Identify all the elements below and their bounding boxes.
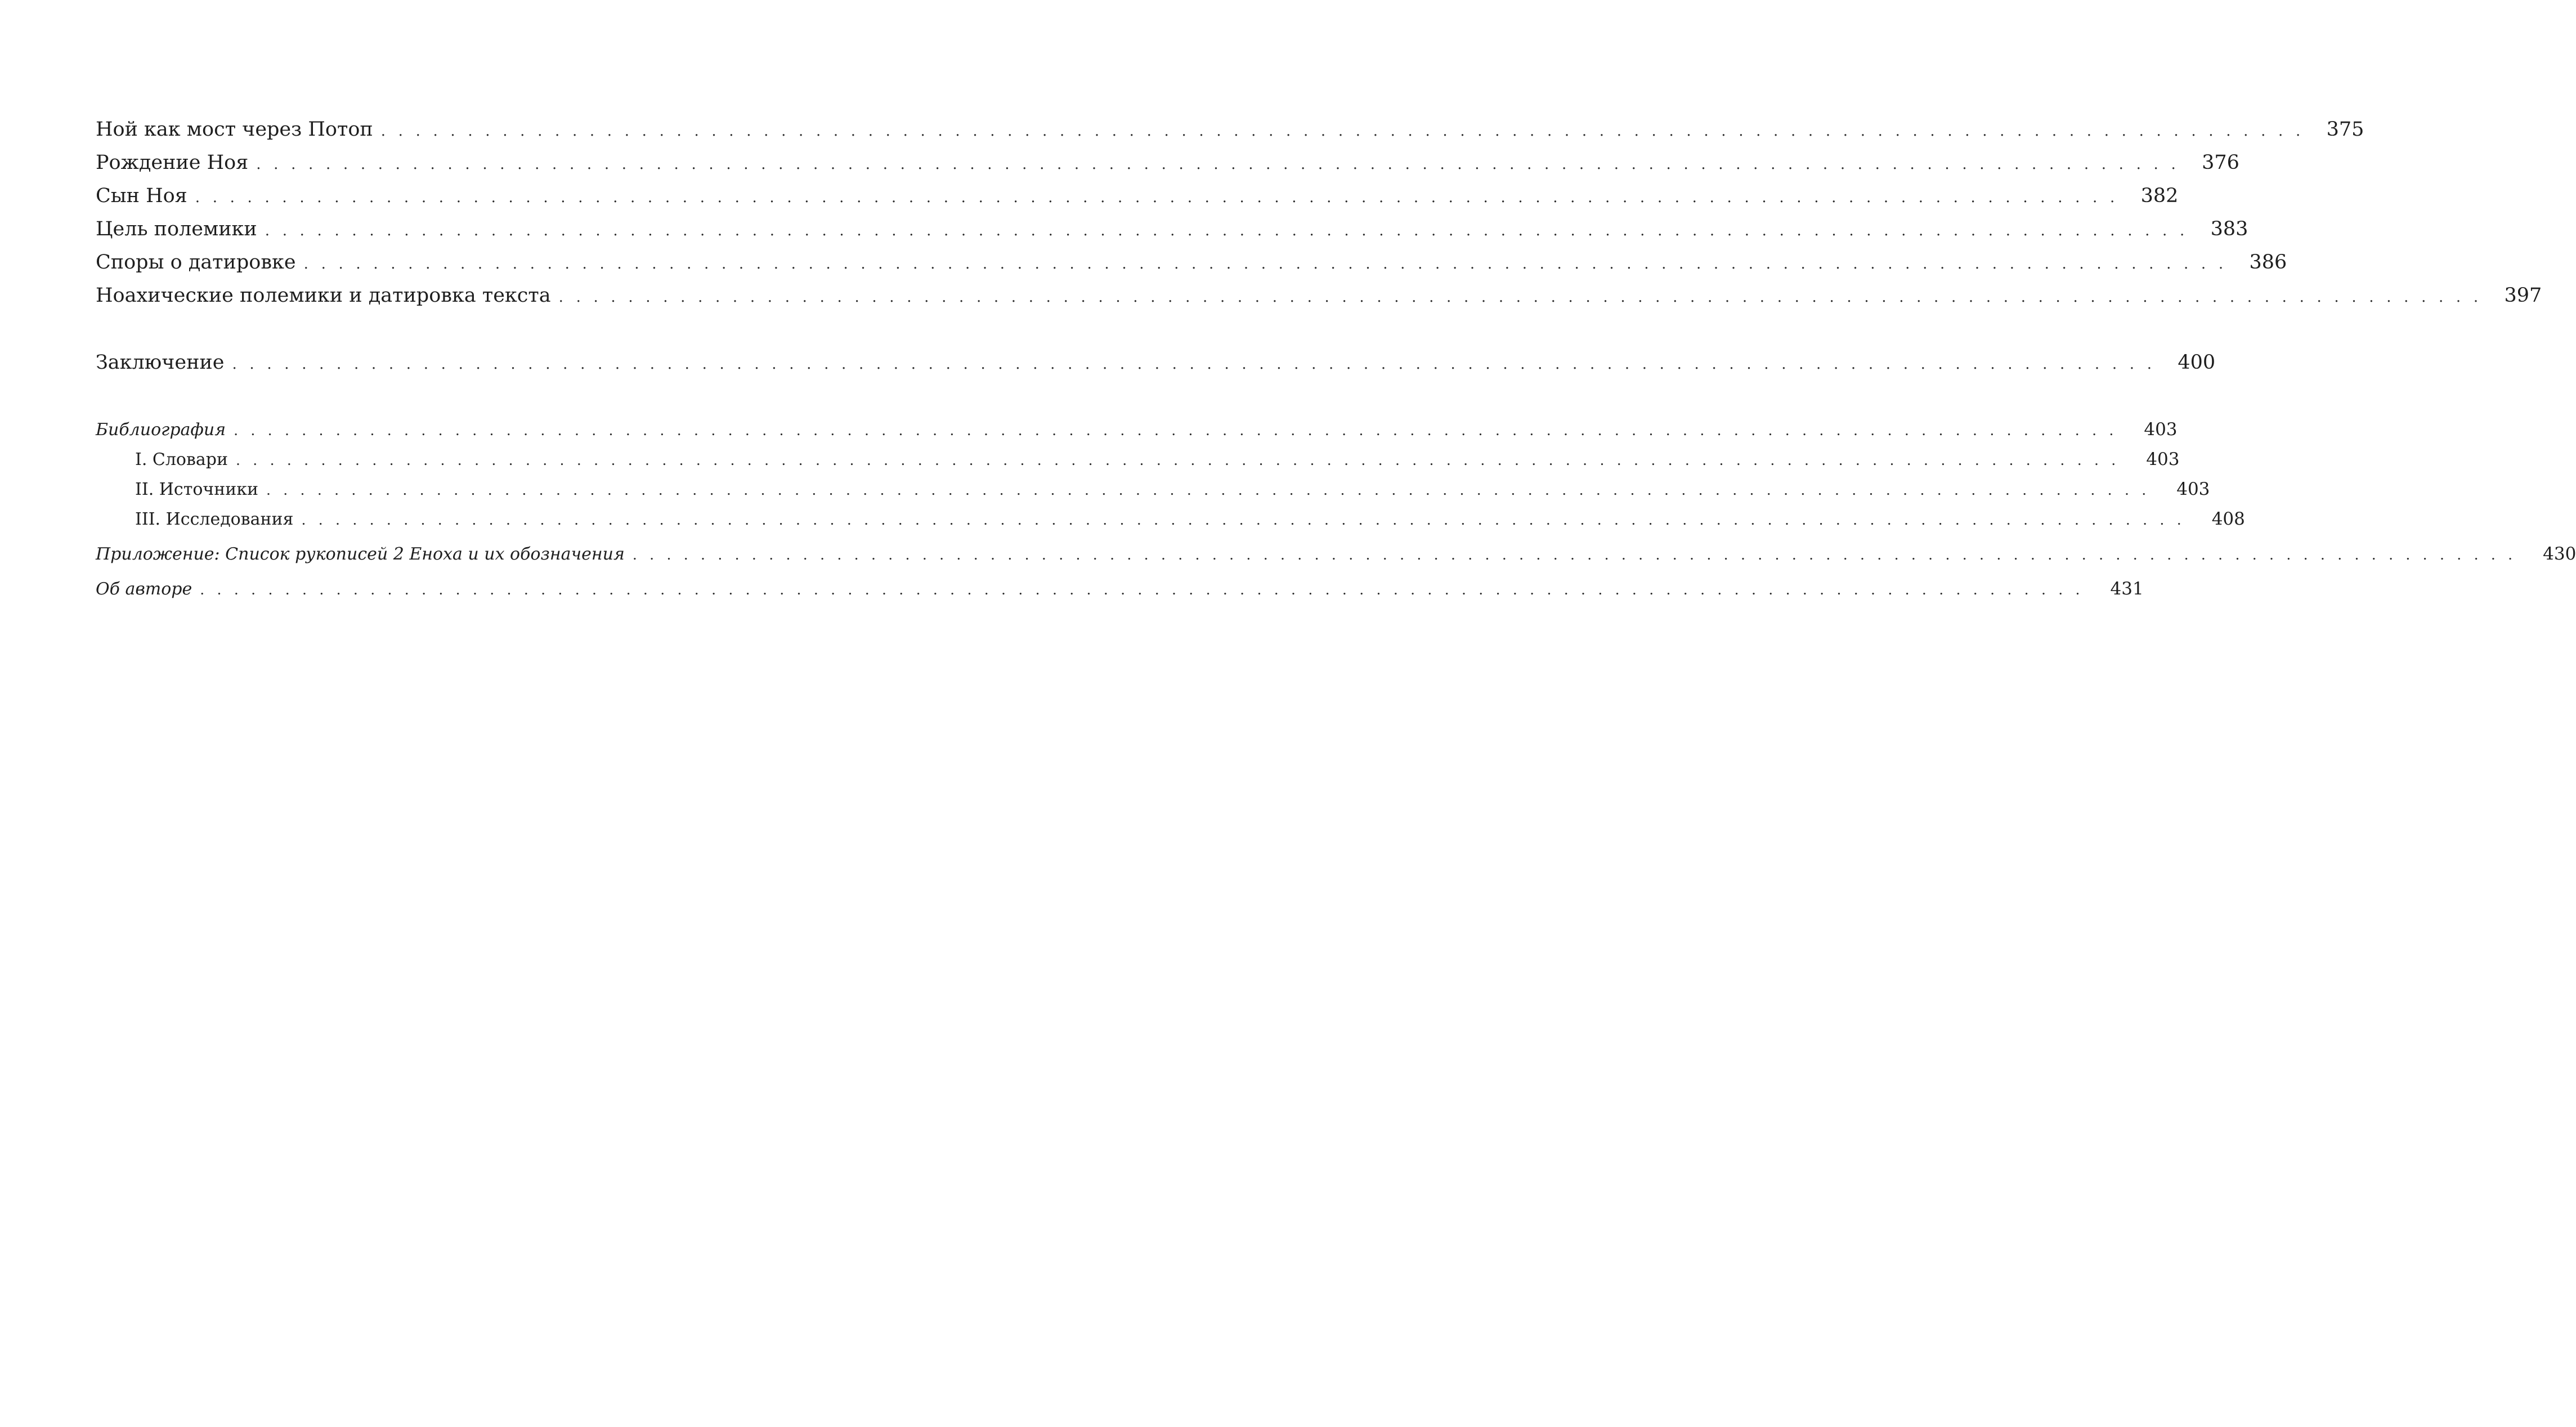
toc-entry-page: 397 (2504, 284, 2542, 307)
dot-leader: . . . . . . . . . . . . . . . . . . . . . . . . . . . . . . . . . . . . . . . . . . . . . . . . . . . . . . . . . . . . . . . . . . . . . . . . . . . . . . . . . . . . . . . . . . . . . . . . . . . . . . . . . . . . . . . (558, 289, 2483, 306)
dot-leader: . . . . . . . . . . . . . . . . . . . . . . . . . . . . . . . . . . . . . . . . . . . . . . . . . . . . . . . . . . . . . . . . . . . . . . . . . . . . . . . . . . . . . . . . . . . . . . . . . . . . . . . . . . . . . . . (380, 123, 2305, 140)
toc-entry-page: 403 (2176, 479, 2210, 499)
toc-entry-page: 376 (2202, 151, 2239, 174)
toc-entry-noah-son[interactable] (96, 185, 2179, 218)
toc-entry-page: 400 (2178, 351, 2216, 374)
toc-entry-title: Заключение (96, 351, 225, 374)
dot-leader: . . . . . . . . . . . . . . . . . . . . . . . . . . . . . . . . . . . . . . . . . . . . . . . . . . . . . . . . . . . . . . . . . . . . . . . . . . . . . . . . . . . . . . . . . . . . . . . . . . . . . . . . . . . . . . . (303, 256, 2228, 272)
toc-entry-title: Ной как мост через Потоп (96, 118, 373, 141)
toc-entry-title: Об авторе (96, 579, 192, 599)
toc-entry-page: 383 (2210, 218, 2248, 240)
toc-entry-studies[interactable] (96, 509, 2245, 539)
spacer (96, 574, 805, 579)
toc-entry-page: 375 (2326, 118, 2364, 141)
toc-entry-noah-bridge[interactable] (96, 118, 2364, 151)
toc-entry-title: III. Исследования (135, 509, 294, 529)
dot-leader: . . . . . . . . . . . . . . . . . . . . . . . . . . . . . . . . . . . . . . . . . . . . . . . . . . . . . . . . . . . . . . . . . . . . . . . . . . . . . . . . . . . . . . . . . . . . . . . . . . . . . . . . . . . . . . . (234, 422, 2118, 439)
toc-entry-noah-birth[interactable] (96, 151, 2239, 185)
toc-entry-noachic-polemics[interactable] (96, 284, 2542, 317)
dot-leader: . . . . . . . . . . . . . . . . . . . . . . . . . . . . . . . . . . . . . . . . . . . . . . . . . . . . . . . . . . . . . . . . . . . . . . . . . . . . . . . . . . . . . . . . . . . . . . . . . . . . . . . . . . . . . . . (200, 581, 2084, 598)
toc-entry-title: Рождение Ноя (96, 151, 249, 174)
toc-entry-sources[interactable] (96, 479, 2210, 509)
toc-entry-page: 408 (2211, 509, 2245, 529)
spacer (96, 539, 805, 544)
toc-entry-appendix[interactable] (96, 544, 2576, 574)
table-of-contents (96, 118, 2576, 609)
spacer (96, 317, 805, 351)
toc-entry-title: Библиография (96, 420, 226, 440)
dot-leader: . . . . . . . . . . . . . . . . . . . . . . . . . . . . . . . . . . . . . . . . . . . . . . . . . . . . . . . . . . . . . . . . . . . . . . . . . . . . . . . . . . . . . . . . . . . . . . . . . . . . . . . . . . . . . . . (632, 547, 2517, 563)
toc-entry-page: 403 (2146, 449, 2180, 469)
toc-entry-title: II. Источники (135, 480, 258, 499)
spacer (96, 384, 805, 419)
toc-entry-conclusion[interactable] (96, 351, 2216, 384)
toc-entry-page: 430 (2543, 544, 2576, 564)
toc-entry-title: Споры о датировке (96, 251, 296, 274)
toc-entry-title: Ноахические полемики и датировка текста (96, 284, 551, 307)
toc-entry-title: Приложение: Список рукописей 2 Еноха и их обозначения (96, 544, 625, 564)
toc-entry-page: 382 (2140, 185, 2179, 207)
toc-entry-about-author[interactable] (96, 579, 2144, 609)
dot-leader: . . . . . . . . . . . . . . . . . . . . . . . . . . . . . . . . . . . . . . . . . . . . . . . . . . . . . . . . . . . . . . . . . . . . . . . . . . . . . . . . . . . . . . . . . . . . . . . . . . . . . . . . . . . . . . . (266, 482, 2151, 498)
toc-entry-page: 386 (2249, 251, 2287, 274)
toc-entry-title: I. Словари (135, 450, 228, 469)
toc-entry-page: 431 (2110, 579, 2144, 599)
toc-entry-polemic-goal[interactable] (96, 218, 2248, 251)
dot-leader: . . . . . . . . . . . . . . . . . . . . . . . . . . . . . . . . . . . . . . . . . . . . . . . . . . . . . . . . . . . . . . . . . . . . . . . . . . . . . . . . . . . . . . . . . . . . . . . . . . . . . . . . . . . . . . . (195, 189, 2119, 206)
dot-leader: . . . . . . . . . . . . . . . . . . . . . . . . . . . . . . . . . . . . . . . . . . . . . . . . . . . . . . . . . . . . . . . . . . . . . . . . . . . . . . . . . . . . . . . . . . . . . . . . . . . . . . . . . . . . . . . (256, 156, 2180, 173)
dot-leader: . . . . . . . . . . . . . . . . . . . . . . . . . . . . . . . . . . . . . . . . . . . . . . . . . . . . . . . . . . . . . . . . . . . . . . . . . . . . . . . . . . . . . . . . . . . . . . . . . . . . . . . . . . . . . . . (301, 512, 2185, 528)
toc-entry-page: 403 (2144, 419, 2178, 440)
dot-leader: . . . . . . . . . . . . . . . . . . . . . . . . . . . . . . . . . . . . . . . . . . . . . . . . . . . . . . . . . . . . . . . . . . . . . . . . . . . . . . . . . . . . . . . . . . . . . . . . . . . . . . . . . . . . . . . (232, 356, 2156, 373)
dot-leader: . . . . . . . . . . . . . . . . . . . . . . . . . . . . . . . . . . . . . . . . . . . . . . . . . . . . . . . . . . . . . . . . . . . . . . . . . . . . . . . . . . . . . . . . . . . . . . . . . . . . . . . . . . . . . . . (235, 452, 2120, 468)
toc-entry-bibliography[interactable] (96, 419, 2178, 449)
toc-entry-dating-disputes[interactable] (96, 251, 2287, 284)
dot-leader: . . . . . . . . . . . . . . . . . . . . . . . . . . . . . . . . . . . . . . . . . . . . . . . . . . . . . . . . . . . . . . . . . . . . . . . . . . . . . . . . . . . . . . . . . . . . . . . . . . . . . . . . . . . . . . . (265, 222, 2189, 239)
toc-entry-title: Цель полемики (96, 218, 257, 240)
toc-entry-dictionaries[interactable] (96, 449, 2180, 479)
toc-entry-title: Сын Ноя (96, 185, 187, 207)
